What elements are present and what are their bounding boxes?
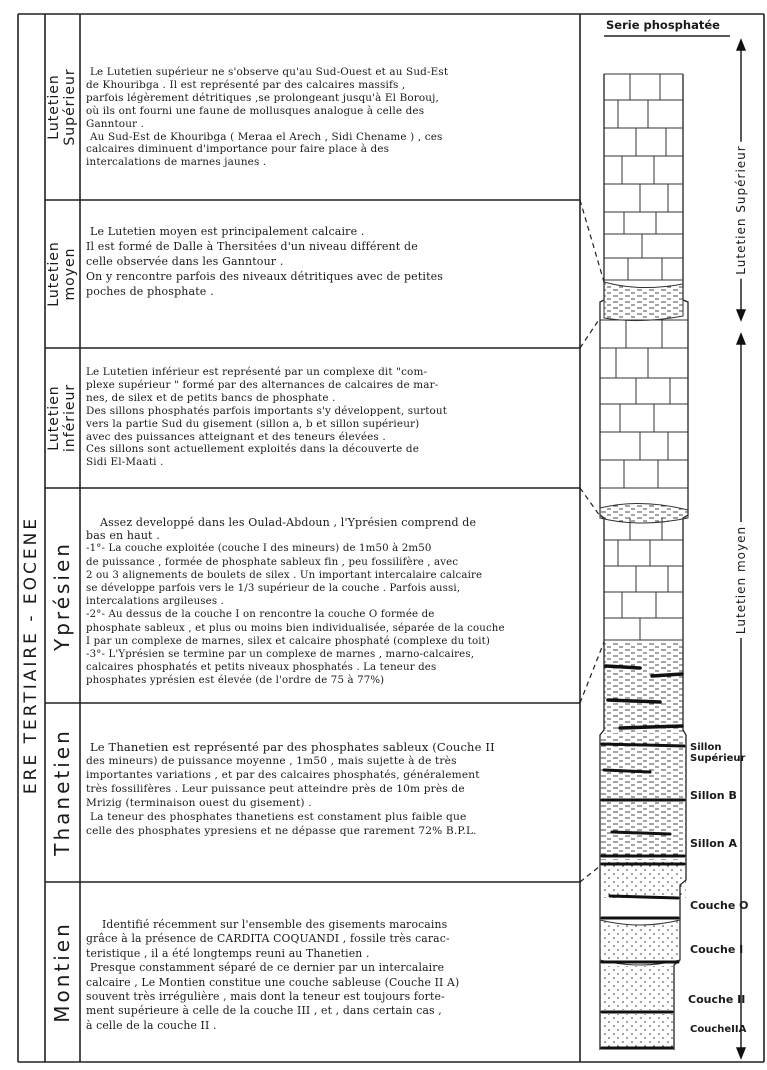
description-montien: Identifié récemment sur l'ensemble des gisements marocains grâce à la présence de CARDITA COQUANDI , fossile très carac- teristique , il a été longtemps reuni au Thanetien . Presque constamment séparé de ce dernier par un intercalaire calcaire , Le Montien constitue une couche sableuse (Couche II A) souvent très irrégulière , mais dont la teneur est toujours forte- ment supérieure à celle de la couche III , et , dans certain cas , à celle de la couche II . [86,918,460,1032]
label-sillon-superieur: Sillon Supérieur [690,742,746,764]
stage-montien: Montien [50,921,74,1023]
label-couche-o: Couche O [690,899,749,912]
stage-thanetien: Thanetien [50,728,74,856]
label-couche-i: Couche I [690,943,744,956]
label-sillon-a: Sillon A [690,837,737,850]
label-couche-ii: Couche II [688,993,746,1006]
range-label-lutetien-superieur: Lutetien Supérieur [731,141,751,278]
description-thanetien: Le Thanetien est représenté par des phosphates sableux (Couche II des mineurs) de puissance moyenne , 1m50 , mais sujette à de très importantes variations , et par des calcaires phosphatés, généralement très fossilifères . Leur puissance peut atteindre près de 10m près de Mrizig (terminaison ouest du gisement) . La teneur des phosphates thanetiens est constament plus faible que celle des phosphates ypresiens et ne dépasse que rarement 72% B.P.L. [86,740,495,837]
description-lutetien-moyen: Le Lutetien moyen est principalement calcaire . Il est formé de Dalle à Thersitées d'un niveau différent de celle observée dans les Ganntour . On y rencontre parfois des niveaux détritiques avec de petites poches de phosphate . [86,225,444,298]
stage-lutetien-superieur: Lutetien Supérieur [46,68,78,146]
description-lutetien-superieur: Le Lutetien supérieur ne s'observe qu'au Sud-Ouest et au Sud-Est de Khouribga . Il est représenté par des calcaires massifs , parfois légèrement détritiques ,se prolongeant jusqu'à El Borouj, où ils ont fourni une faune de mollusques analogue à celle des Ganntour . Au Sud-Est de Khouribga ( Meraa el Arech , Sidi Chename ) , ces calcaires diminuent d'importance pour faire place à des intercalations de marnes jaunes . [86,66,449,169]
stage-lutetien-moyen: Lutetien moyen [46,241,78,307]
stage-lutetien-inferieur: Lutetien inférieur [46,383,78,453]
label-couche-iia: CoucheIIA [690,1024,747,1035]
label-sillon-b: Sillon B [690,789,737,802]
column-title: Serie phosphatée [606,18,720,32]
range-label-lutetien-moyen: Lutetien moyen [731,522,751,638]
stage-ypresien: Yprésien [50,541,74,651]
description-ypresien: Assez developpé dans les Oulad-Abdoun , l'Yprésien comprend de bas en haut . -1°- La couche exploitée (couche I des mineurs) de 1m50 à 2m50 de puissance , formée de phosphate sableux fin , peu fossilifère , avec 2 ou 3 alignements de boulets de silex . Un important intercalaire calcaire se développe parfois vers le 1/3 supérieur de la couche . Parfois aussi, intercalations argileuses . -2°- Au dessus de la couche I on rencontre la couche O formée de phosphate sableux , et plus ou moins bien individualisée, séparée de la couche I par un complexe de marnes, silex et calcaire phosphaté (complexe du toit) -3°- L'Yprésien se termine par un complexe de marnes , marno-calcaires, calcaires phosphatés et petits niveaux phosphatés . La teneur des phosphates yprésien est élevée (de l'ordre de 75 à 77%) [86,516,505,687]
description-lutetien-inferieur: Le Lutetien inférieur est représenté par un complexe dit "com- plexe supérieur " formé par des alternances de calcaires de mar- nes, de silex et de petits bancs de phosphate . Des sillons phosphatés parfois importants s'y développent, surtout vers la partie Sud du gisement (sillon a, b et sillon supérieur) avec des puissances atteignant et des teneurs élevées . Ces sillons sont actuellement exploités dans la découverte de Sidi El-Maati . [86,366,448,469]
era-label: ERE TERTIAIRE - EOCENE [21,515,41,795]
